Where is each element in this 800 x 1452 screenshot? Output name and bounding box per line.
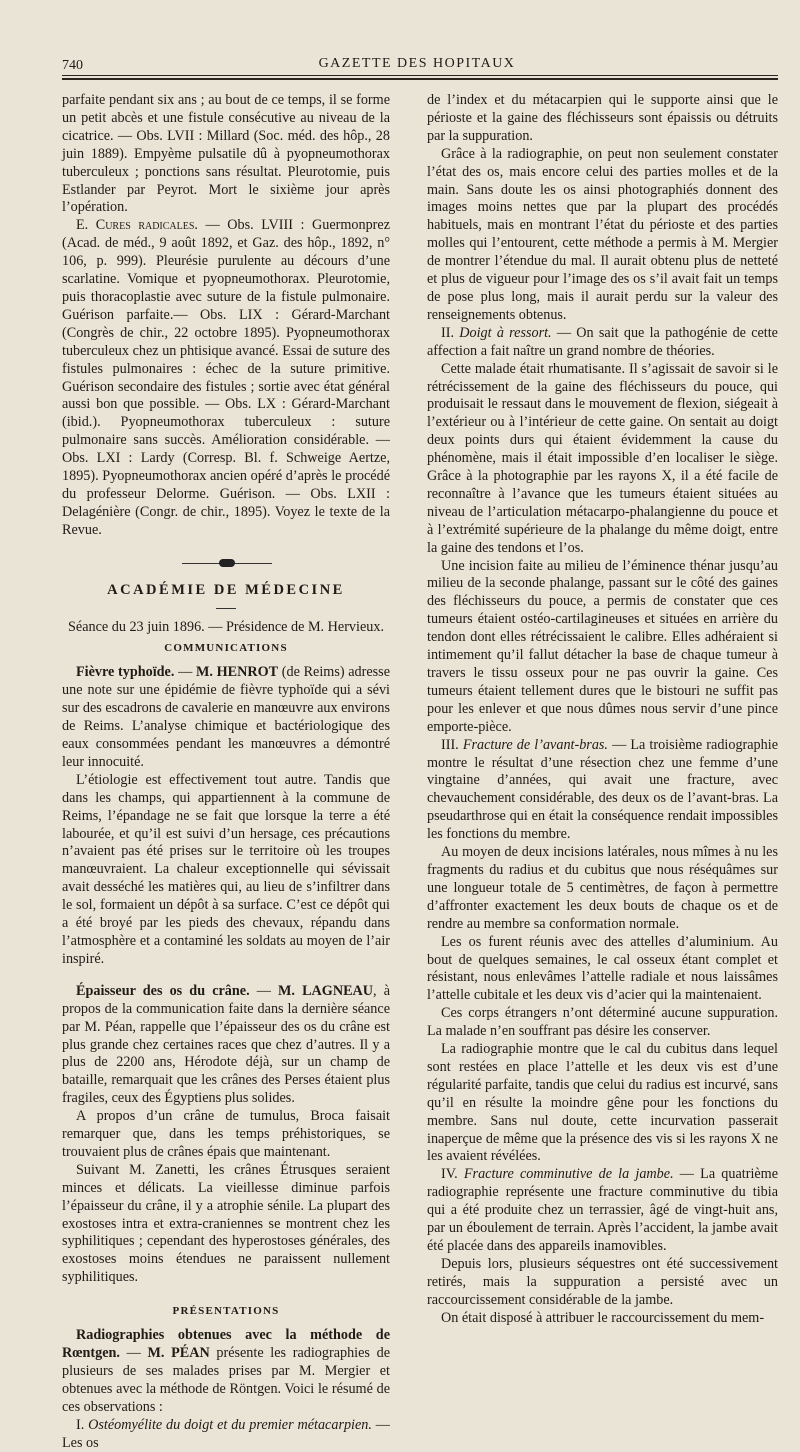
observation-title: Doigt à ressort. (459, 324, 552, 341)
subheading-communications: COMMUNICATIONS (164, 642, 288, 655)
divider (216, 608, 236, 609)
paragraph: Au moyen de deux incisions latérales, nous mîmes à nu les fragments du radius et du cubitus que nous réséquâmes sur une longueur totale de 5 centimètres, de façon à permettre d’affronter exactement les deux bouts de chaque os et de rendre au membre sa conformation normale. (427, 844, 778, 932)
header-rule-thin (62, 75, 778, 76)
paragraph: Ces corps étrangers n’ont déterminé aucune suppuration. La malade n’en souffrant pas désire les conserver. (427, 1005, 778, 1040)
paragraph: Fièvre typhoïde. — M. HENROT (de Reims) adresse une note sur une épidémie de fièvre typhoïde qui a sévi sur des escadrons de cavalerie en manœuvre aux environs de Reims. L’analyse chimique et bactériologique des eaux consommées pendant les manœuvres a démontré leur innocuité. (62, 664, 390, 770)
ornament-icon (219, 559, 235, 567)
left-column (62, 92, 390, 1452)
article-title: Épaisseur des os du crâne. (76, 982, 250, 999)
paragraph: E. Cures radicales. — Obs. LVIII : Guermonprez (Acad. de méd., 9 août 1892, et Gaz. des hôp., 1892, n° 106, p. 999). Pleurésie purulente au décours d’une scarlatine. Vomique et pyopneumothorax. Pleurotomie, puis thoracoplastie avec suture de la fistule pulmonaire. Guérison parfaite.— Obs. LIX : Gérard-Marchant (Congrès de chir., 22 octobre 1895). Pyopneumothorax tuberculeux chez un phtisique avancé. Essai de suture des fistules pulmonaires : échec de la suture primitive. Guérison secondaire des fistules ; sortie avec état général aussi bon que possible. — Obs. LX : Gérard-Marchant (ibid.). Pyopneumothorax tuberculeux : suture pulmonaire sans succès. Amélioration considérable. — Obs. LXI : Lardy (Corresp. Bl. f. Schweige Aertze, 1895). Pyopneumothorax ancien opéré d’après le procédé du professeur Delorme. Guérison. — Obs. LXII : Delagénière (Congr. de chir., 1895). Voyez le texte de la Revue. (62, 217, 390, 538)
paragraph: parfaite pendant six ans ; au bout de ce temps, il se forme un petit abcès et une fistule consécutive au niveau de la cicatrice. — Obs. LVII : Millard (Soc. méd. des hôp., 28 juin 1889). Empyème pulsatile dû à pyopneumothorax tuberculeux ; ponctions sans résultat. Pleurotomie, puis Estlander par Peyrot. Mort le sixième jour après l’opération. (62, 92, 390, 216)
article-title: Radiographies obtenues avec la méthode de Rœntgen. (62, 1327, 390, 1361)
paragraph: Grâce à la radiographie, on peut non seulement constater l’état des os, mais encore celui des parties molles et de la main. Sans doute les os ainsi photographiés donnent des images moins nettes que par la plupart des procédés habituels, mais en montrant l’état du périoste et des parties molles qui l’entourent, cette méthode a permis à M. Mergier de montrer l’étendue du mal. Il aurait obtenu plus de netteté et plus de vigueur pour l’image des os s’il avait fait un temps de pose plus long, mais il aurait perdu sur la valeur des renseignements obtenus. (427, 145, 778, 323)
paragraph: On était disposé à attribuer le raccourcissement du mem- (441, 1309, 765, 1326)
section-separator (62, 554, 390, 574)
observation-title: Ostéomyélite du doigt et du premier métacarpien. (88, 1416, 372, 1433)
header-rule-thick (62, 78, 778, 80)
author-name: M. PÉAN (147, 1345, 210, 1361)
right-column (427, 92, 778, 1328)
section-title: ACADÉMIE DE MÉDECINE (107, 581, 345, 598)
paragraph: III. Fracture de l’avant-bras. — La troisième radiographie montre le résultat d’une résection chez une femme d’une vingtaine d’années, qui avait une fracture, avec chevauchement considérable, des deux os de l’avant-bras. La pseudarthrose qui en était la conséquence rendait impossibles les fonctions du membre. (427, 736, 778, 843)
paragraph: IV. Fracture comminutive de la jambe. — La quatrième radiographie représente une fracture comminutive du tibia qui a été produite chez un terrassier, âgé de vingt-huit ans, par un éboulement de terrain. Après l’accident, la jambe avait été placée dans des appareils inamovibles. (427, 1166, 779, 1254)
paragraph: Épaisseur des os du crâne. — M. LAGNEAU, à propos de la communication faite dans la dernière séance par M. Péan, rappelle que l’épaisseur des os du crâne est plus grande chez certaines races que chez d’autres. Il y a plus de 2200 ans, Hérodote déjà, sur un champ de bataille, remarquait que les crânes des Perses étaient plus fragiles, ceux des Égyptiens plus solides. (62, 982, 390, 1107)
paragraph: Les os furent réunis avec des attelles d’aluminium. Au bout de quelques semaines, le cal osseux étant complet et résistant, nous enlevâmes l’attelle radiale et nous laissâmes l’attelle cubitale et les deux vis d’acier qui la maintenaient. (427, 933, 778, 1004)
paragraph: II. Doigt à ressort. — On sait que la pathogénie de cette affection a fait naître un grand nombre de théories. (427, 324, 778, 359)
paragraph: La radiographie montre que le cal du cubitus dans lequel sont restées en place l’attelle et les deux vis est d’une régularité parfaite, tandis que celui du radius est incurvé, sans qu’il en résulte la moindre gêne pour les fonctions du membre. Sans nul doute, cette incurvation passerait inaperçue de même que la présence des vis si les rayons X ne les avaient révélées. (427, 1041, 778, 1165)
observation-title: Fracture comminutive de la jambe. (463, 1166, 674, 1183)
paragraph: A propos d’un crâne de tumulus, Broca faisait remarquer que, dans les temps préhistoriques, se trouvaient plus de crânes épais que maintenant. (62, 1108, 390, 1160)
session-heading: Séance du 23 juin 1896. — Présidence de M. Hervieux. (68, 618, 384, 635)
paragraph: Une incision faite au milieu de l’éminence thénar jusqu’au milieu de la seconde phalange, passant sur le côté des gaines des fléchisseurs du pouce, a permis de constater que ces tumeurs étaient ostéo-cartilagineuses et situées en arrière du tendon dont elles rétrécissaient le calibre. Elles adhéraient si intimement qu’il fallut détacher la base de chaque tumeur à travers le tissu osseux pour ne pas ouvrir la gaine. Ces tumeurs étaient tellement dures que le bistouri ne suffit pas pour les enlever et que nous dûmes nous servir d’une pince emporte-pièce. (427, 557, 778, 735)
subheading-presentations: PRÉSENTATIONS (172, 1305, 280, 1318)
subsection-label: E. Cures radicales. (76, 217, 198, 234)
paragraph: de l’index et du métacarpien qui le supporte ainsi que le périoste et la gaine des fléchisseurs sont épaissis ou détruits par la suppuration. (427, 92, 778, 144)
paragraph: Radiographies obtenues avec la méthode de Rœntgen. — M. PÉAN présente les radiographies de plusieurs de ses malades prises par M. Mergier et obtenues avec la méthode de Röntgen. Voici le résumé de ces observations : (62, 1327, 391, 1415)
author-name: M. HENROT (195, 664, 279, 681)
paragraph: L’étiologie est effectivement tout autre. Tandis que dans les champs, qui appartiennent à la commune de Reims, l’épandage ne se fait que lorsque la terre a été labourée, et qu’il est suivi d’un hersage, ces précautions n’avaient pas été prises sur le territoire où les troupes manœuvraient. La chaleur exceptionnelle qui sévissait avait desséché les matières qui, au lieu de s’infiltrer dans le sol, formaient un dépôt à sa surface. C’est ce dépôt qui a été broyé par les pieds des chevaux, répandu dans l’atmosphère et a contaminé les soldats au moyen de l’air inspiré. (62, 771, 390, 967)
page-number: 740 (62, 58, 83, 73)
observation-title: Fracture de l’avant-bras. (462, 736, 608, 753)
page-header (62, 52, 772, 76)
journal-title: GAZETTE DES HOPITAUX (318, 56, 516, 71)
article-title: Fièvre typhoïde. (76, 664, 175, 681)
author-name: M. LAGNEAU (278, 982, 374, 999)
paragraph: I. Ostéomyélite du doigt et du premier métacarpien. — Les os (62, 1416, 390, 1451)
paragraph: Suivant M. Zanetti, les crânes Étrusques seraient minces et délicats. La vieillesse diminue parfois l’épaisseur du crâne, il y a atrophie sénile. La plupart des exostoses intra et extra-craniennes se montrent chez les syphilitiques ; cependant des hyperostoses générales, des exostoses moins étendues ne paraissent nullement syphilitiques. (62, 1161, 390, 1286)
paragraph: Depuis lors, plusieurs séquestres ont été successivement retirés, mais la suppuration a persisté avec un raccourcissement considérable de la jambe. (427, 1255, 778, 1308)
paragraph: Cette malade était rhumatisante. Il s’agissait de savoir si le rétrécissement de la gaine des fléchisseurs du pouce, qui produisait le ressaut dans le mouvement de flexion, siégeait à l’extérieur ou à l’intérieur de cette gaine. On sentait au doigt deux points durs qui étaient évidemment la cause du phénomène, mais il était impossible d’en localiser le siège. Grâce à la photographie par les rayons X, il a été facile de reconnaître à l’avance que les tumeurs étaient situées au niveau de l’articulation métacarpo-phalangienne du pouce et à l’extrémité supérieure de la phalange du même doigt, entre la gaine des tendons et l’os. (427, 360, 778, 556)
